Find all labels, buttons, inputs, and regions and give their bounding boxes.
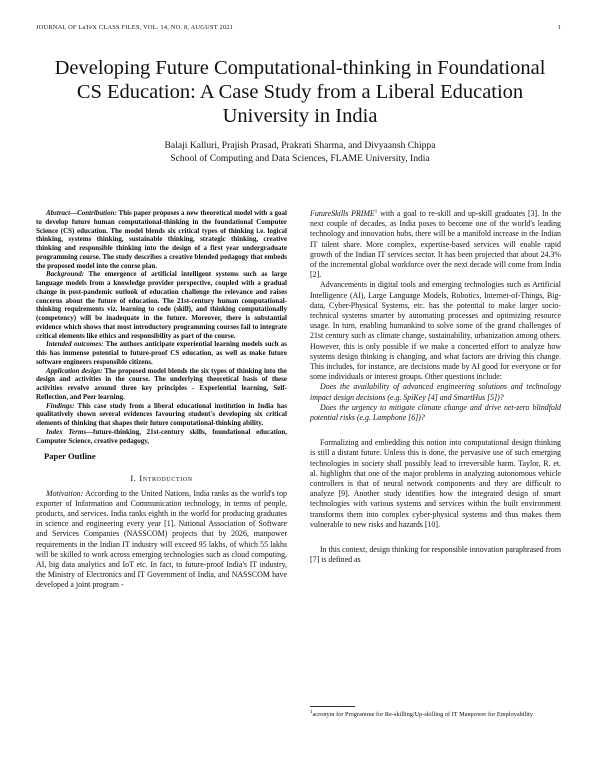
design-text: The proposed model blends the six types of thinking into the design and activities in the course. The underlying theoretical basis of these activities revolve around three key principles - Experiential learning, Self-Reflection, and Peer learning. <box>36 366 287 401</box>
paper-outline-heading: Paper Outline <box>44 451 96 462</box>
intro-paragraph-1-cont <box>310 209 561 280</box>
contribution-label: Abstract—Contribution: <box>46 209 117 217</box>
index-terms-label: Index Terms <box>46 427 87 436</box>
section-title: Introduction <box>139 473 193 484</box>
running-header <box>36 24 561 36</box>
background-text: The emergence of artificial intelligent systems such as large language models from a knowledge provider perspective, coupled with a gradual change in post-pandemic outlook of education challenge the relevance and raises concerns about the future of education. The 21st-century human computational-thinking requirements viz. learning to code (skill), and thinking computationally (competency) will be inadequate in the future. Moreover, there is substantial evidence which shows that most introductory programming courses fail to integrate critical elements like ethics and responsibility as part of the course. <box>36 270 287 340</box>
findings-label: Findings: <box>46 401 75 410</box>
abstract-findings <box>36 402 287 428</box>
outcomes-label: Intended outcomes: <box>46 340 104 349</box>
intro-paragraph-2: Advancements in digital tools and emerging technologies such as Artificial Intelligence (AI), Large Language Models, Robotics, Internet-of-Things, Big-data, Cyber-Physical Systems, etc. has the potential to make larger socio-technical systems smarter by automating processes and optimizing resource usage. In turn, enabling humankind to solve some of the grand challenges of 21st century such as climate change, sustainability, urbanization among others. However, this is only possible if we make a concerted effort to analyze how systems design thinking is changing, and what factors are driving this change. This includes, for instance, are decisions made by AI good for everyone or for some individuals or interest groups. Other questions include: <box>310 280 561 382</box>
footnote-divider <box>310 706 355 707</box>
footnote-text: acronym for Programme for Re-skilling/Up-skilling of IT Manpower for Employability <box>312 711 533 718</box>
abstract <box>36 209 287 428</box>
intro-p1-text: According to the United Nations, India ranks as the world's top exporter of Information and Communication technology, in terms of people, products, and services. India ranks eighth in the world for producing graduates in science and engineering every year [1]. National Association of Software and Services Companies (NASSCOM) projects that by 2026, manpower requirements in the Indian IT industry will exceed 95 lakhs, of which 55 lakhs will be skilled to work across emerging technologies such as cloud computing, AI, big data analytics and IoT etc. In fact, to future-proof India's IT industry, the Ministry of Electronics and IT Government of India, and NASSCOM have developed a joint program - <box>36 488 287 590</box>
paragraph-gap <box>310 423 561 438</box>
right-column <box>310 209 561 566</box>
outcomes-text: The authors anticipate experiential learning models such as this has immense potential to future-proof CS education, as well as make future software engineers responsible citizens. <box>36 340 287 366</box>
question-1: Does the availability of advanced engineering solutions and technology impact design decisions (e.g. SpiKey [4] and SmartHus [5])? <box>310 382 561 402</box>
intro-paragraph-3: Formalizing and embedding this notion into computational design thinking is still a distant future. Unless this is done, the pervasive use of such emerging technologies in society shall possibly lead to irreversible harm. Taylor, R. et. al. highlights that one of the major problems in analyzing autonomous vehicle controllers is that of neural network components and they are difficult to analyze [9]. Another study identifies how the integrated design of smart technologies with various systems and services within the built environment transforms them into complex cyber-physical systems and thus makes them vulnerable to new risks and hazards [10]. <box>310 438 561 529</box>
abstract-background <box>36 270 287 340</box>
contribution-text: This paper proposes a new theoretical model with a goal to develop future human computational-thinking in the foundational Computer Science (CS) education. The model blends six critical types of thinking i.e. logical thinking, systems thinking, sustainable thinking, strategic thinking, creative thinking and responsible thinking into the design of a first year undergraduate programming course. The study describes a creative blended pedagogy that embeds the proposed model into the course plan. <box>36 209 287 270</box>
motivation-label: Motivation: <box>46 488 84 498</box>
affiliation: School of Computing and Data Sciences, FLAME University, India <box>170 152 430 164</box>
section-heading-introduction <box>36 473 287 483</box>
index-terms <box>36 428 287 446</box>
footnote-mark: 1 <box>310 709 313 715</box>
abstract-outcomes <box>36 340 287 366</box>
abstract-design <box>36 367 287 402</box>
paper-title: Developing Future Computational-thinking in Foundational CS Education: A Case Study from a Liberal Education University in India <box>54 57 546 127</box>
design-label: Application design: <box>46 366 103 375</box>
intro-paragraph-1 <box>36 489 287 591</box>
journal-header: JOURNAL OF LaTeX CLASS FILES, VOL. 14, NO. 8, AUGUST 2021 <box>36 24 234 31</box>
section-number: I. <box>130 473 140 484</box>
background-label: Background: <box>46 270 85 279</box>
author-names: Balaji Kalluri, Prajish Prasad, Prakrati Sharma, and Divyaansh Chippa <box>164 140 436 151</box>
footnote-ref: 1 <box>374 209 378 215</box>
paragraph-gap <box>310 530 561 545</box>
program-name: FutureSkills PRIME <box>310 209 375 218</box>
intro-p1-end: with a goal to re-skill and up-skill graduates [3]. In the next couple of decades, as India poses to become one of the world's leading technology and innovation hubs, there will be a manifold increase in the Indian IT talent share. More complex, expertise-based services will enable rapid growth of the Indian IT services sector. It has been projected that about 24.3% of the incremental global workforce over the next decade will come from India [2]. <box>310 209 561 280</box>
left-column <box>36 209 287 591</box>
abstract-contribution <box>36 209 287 270</box>
footnote <box>310 711 561 719</box>
author-block <box>40 140 560 165</box>
question-2: Does the urgency to mitigate climate change and drive net-zero blindfold potential risks (e.g. Lamphone [6])? <box>310 402 561 423</box>
findings-text: This case study from a liberal educational institution in India has qualitatively shown several evidences favouring student's developing six critical elements of thinking that shapes their future computational-thinking ability. <box>36 401 287 427</box>
intro-paragraph-4: In this context, design thinking for responsible innovation paraphrased from [7] is defined as <box>310 545 561 565</box>
page-number: 1 <box>557 24 561 31</box>
index-terms-text: —future-thinking, 21st-century skills, foundational education, Computer Science, creative pedagogy, <box>36 427 287 445</box>
